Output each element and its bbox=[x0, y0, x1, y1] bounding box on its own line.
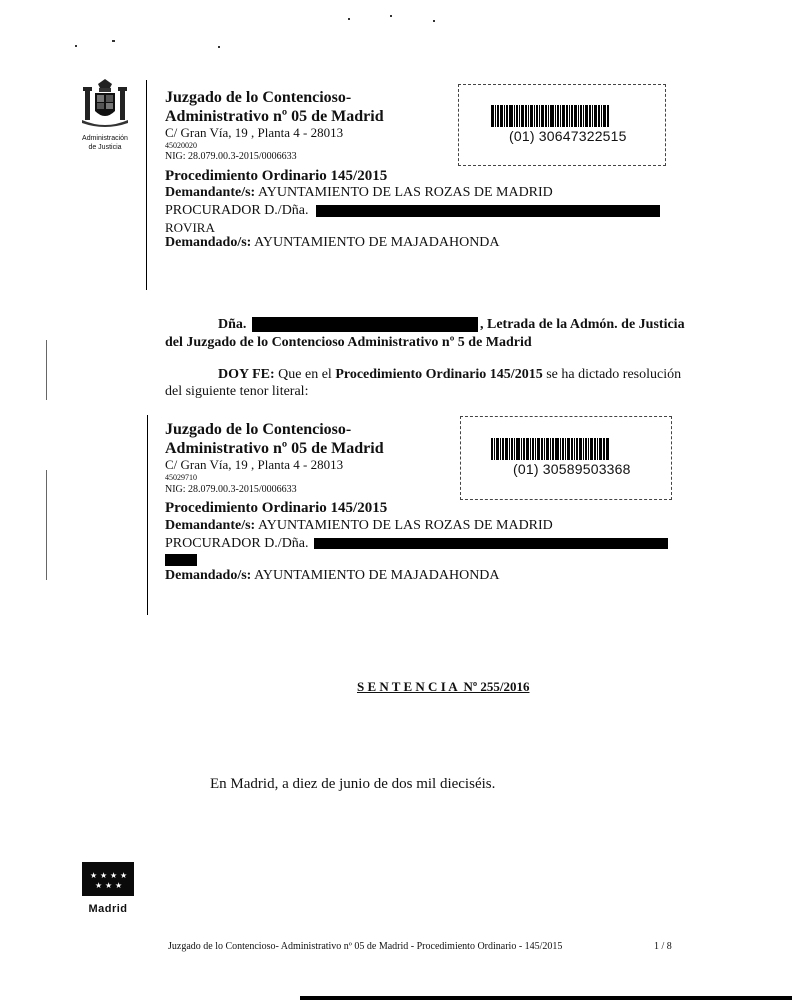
madrid-stars-flag-icon bbox=[82, 862, 134, 896]
plaintiff-label: Demandante/s: bbox=[165, 518, 256, 533]
juzgado-line: del Juzgado de lo Contencioso Administrativo nº 5 de Madrid bbox=[165, 335, 532, 350]
svg-text:★: ★ bbox=[90, 871, 98, 880]
procurador-label: PROCURADOR D./Dña. bbox=[165, 536, 309, 551]
doy-fe-text-a: Que en el bbox=[278, 367, 332, 382]
svg-text:★: ★ bbox=[110, 871, 118, 880]
barcode-box-1 bbox=[458, 84, 666, 166]
margin-rule-middle bbox=[147, 415, 148, 615]
letrada-title: , Letrada de la Admón. de Justicia bbox=[480, 317, 685, 332]
defendant-line bbox=[165, 568, 500, 584]
court-name-line2: Administrativo nº 05 de Madrid bbox=[165, 440, 384, 457]
madrid-logo bbox=[82, 862, 134, 915]
nig-number: NIG: 28.079.00.3-2015/0006633 bbox=[165, 484, 297, 495]
margin-rule-top bbox=[146, 80, 147, 290]
court-name-line2: Administrativo nº 05 de Madrid bbox=[165, 108, 384, 125]
coat-of-arms-icon bbox=[78, 78, 132, 128]
court-name-line1: Juzgado de lo Contencioso- bbox=[165, 421, 352, 438]
doy-fe-label: DOY FE: bbox=[218, 367, 275, 382]
procedure-title: Procedimiento Ordinario 145/2015 bbox=[165, 168, 388, 184]
procurador-surname: ROVIRA bbox=[165, 220, 215, 235]
scan-edge-mark bbox=[46, 340, 47, 400]
procedure-title: Procedimiento Ordinario 145/2015 bbox=[165, 500, 388, 516]
barcode-number: (01) 30589503368 bbox=[513, 461, 631, 477]
court-code: 45020020 bbox=[165, 141, 197, 150]
plaintiff-name: AYUNTAMIENTO DE LAS ROZAS DE MADRID bbox=[257, 518, 553, 533]
barcode-icon bbox=[491, 438, 610, 460]
court-address: C/ Gran Vía, 19 , Planta 4 - 28013 bbox=[165, 457, 344, 472]
redaction-bar bbox=[316, 205, 660, 217]
court-header-2 bbox=[165, 420, 384, 458]
barcode-icon bbox=[491, 105, 610, 127]
court-name-line1: Juzgado de lo Contencioso- bbox=[165, 89, 352, 106]
svg-text:★: ★ bbox=[115, 881, 123, 890]
defendant-name: AYUNTAMIENTO DE MAJADAHONDA bbox=[254, 568, 500, 583]
crest-caption-line1: Administración bbox=[82, 135, 128, 142]
defendant-label: Demandado/s: bbox=[165, 568, 252, 583]
svg-text:★: ★ bbox=[120, 871, 128, 880]
defendant-name: AYUNTAMIENTO DE MAJADAHONDA bbox=[254, 235, 500, 250]
svg-text:★: ★ bbox=[95, 881, 103, 890]
nig-number: NIG: 28.079.00.3-2015/0006633 bbox=[165, 151, 297, 162]
svg-text:★: ★ bbox=[100, 871, 108, 880]
sentencia-title: S E N T E N C I A Nº 255/2016 bbox=[357, 679, 530, 694]
svg-text:★: ★ bbox=[105, 881, 113, 890]
crest-caption-line2: de Justicia bbox=[88, 144, 122, 151]
madrid-label: Madrid bbox=[88, 903, 128, 915]
redaction-bar bbox=[252, 317, 478, 332]
crest bbox=[78, 78, 132, 151]
page-number: 1 / 8 bbox=[654, 941, 672, 952]
plaintiff-line bbox=[165, 185, 553, 201]
doy-fe-line bbox=[218, 367, 681, 383]
doy-fe-procedure: Procedimiento Ordinario 145/2015 bbox=[335, 367, 543, 382]
plaintiff-label: Demandante/s: bbox=[165, 185, 256, 200]
redaction-bar bbox=[314, 538, 668, 549]
doy-fe-text-b: se ha dictado resolución bbox=[546, 367, 682, 382]
sentencia-opening: En Madrid, a diez de junio de dos mil dieciséis. bbox=[210, 776, 496, 792]
scan-speck bbox=[390, 15, 392, 17]
court-address: C/ Gran Vía, 19 , Planta 4 - 28013 bbox=[165, 125, 344, 140]
scan-edge-mark bbox=[46, 470, 47, 580]
scan-bottom-edge bbox=[300, 996, 792, 1000]
letrada-dna: Dña. bbox=[218, 317, 247, 332]
crest-caption bbox=[78, 134, 132, 152]
barcode-number: (01) 30647322515 bbox=[509, 128, 627, 144]
barcode-box-2 bbox=[460, 416, 672, 500]
doy-fe-line2: del siguiente tenor literal: bbox=[165, 384, 309, 399]
scan-speck bbox=[218, 46, 220, 48]
footer-text: Juzgado de lo Contencioso- Administrativo nº 05 de Madrid - Procedimiento Ordinario - 145/2015 bbox=[168, 941, 563, 952]
scan-speck bbox=[75, 45, 77, 47]
plaintiff-name: AYUNTAMIENTO DE LAS ROZAS DE MADRID bbox=[257, 185, 553, 200]
court-header-1 bbox=[165, 88, 384, 126]
procurador-label: PROCURADOR D./Dña. bbox=[165, 203, 309, 218]
scan-speck bbox=[348, 18, 350, 20]
defendant-line bbox=[165, 235, 500, 251]
plaintiff-line bbox=[165, 518, 553, 534]
scan-speck bbox=[433, 20, 435, 22]
court-code: 45029710 bbox=[165, 473, 197, 482]
scan-speck bbox=[112, 40, 115, 42]
redaction-bar bbox=[165, 554, 197, 566]
defendant-label: Demandado/s: bbox=[165, 235, 252, 250]
